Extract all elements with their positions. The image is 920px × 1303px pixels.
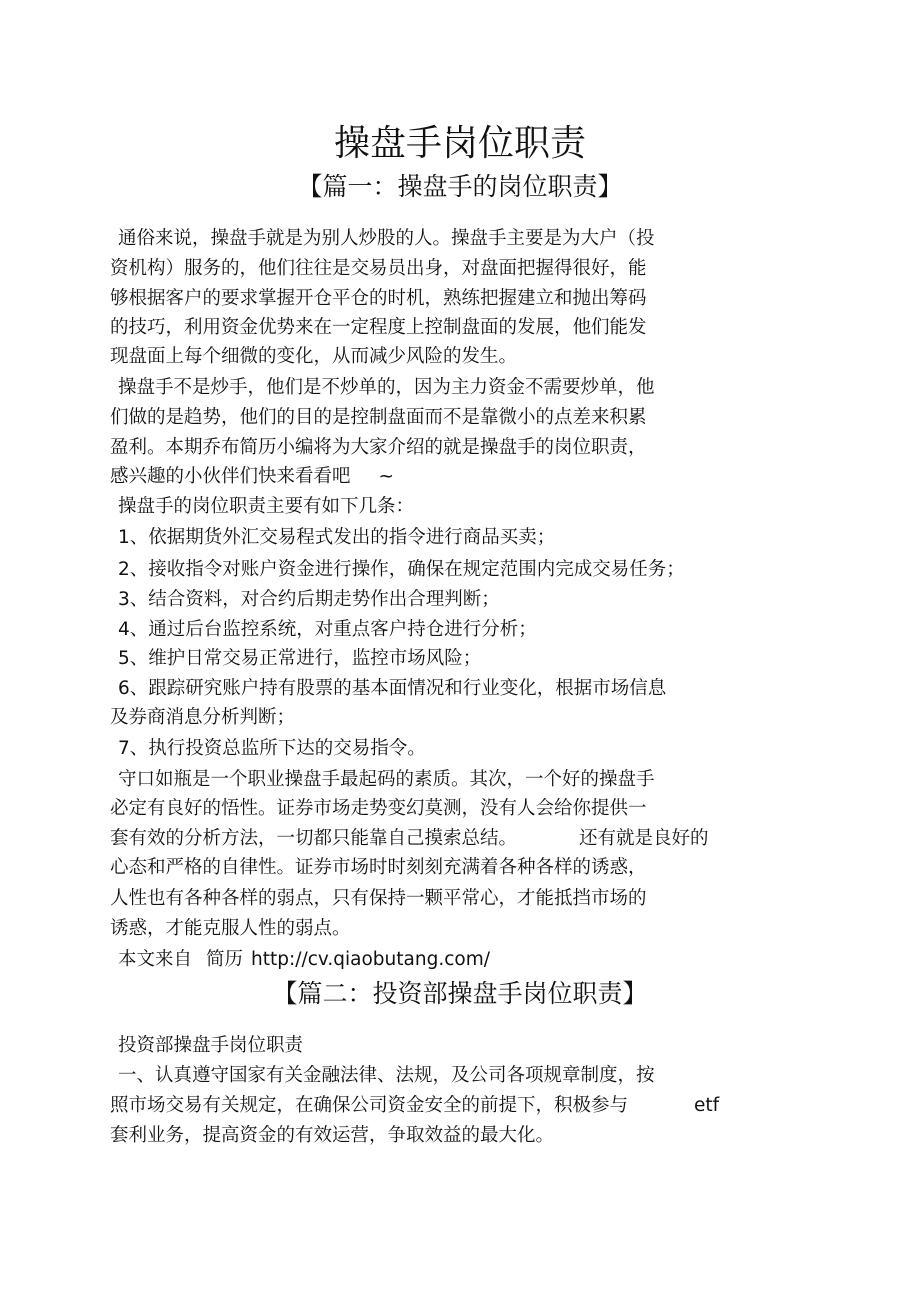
paragraph-line: 们做的是趋势，他们的目的是控制盘面而不是靠微小的点差来积累 bbox=[110, 407, 647, 428]
paragraph-line: 盈利。本期乔布简历小编将为大家介绍的就是操盘手的岗位职责， bbox=[110, 437, 647, 458]
section1-heading: 【篇一：操盘手的岗位职责】 bbox=[297, 172, 623, 201]
list-item: 1、依据期货外汇交易程式发出的指令进行商品买卖； bbox=[118, 527, 556, 548]
list-item: 5、维护日常交易正常进行，监控市场风险； bbox=[118, 648, 482, 669]
paragraph-line: 必定有良好的悟性。证券市场走势变幻莫测，没有人会给你提供一 bbox=[110, 798, 647, 819]
source-prefix: 本文来自 bbox=[118, 949, 193, 970]
tilde-mark: ~ bbox=[378, 466, 395, 487]
paragraph-line: 通俗来说，操盘手就是为别人炒股的人。操盘手主要是为大户（投 bbox=[118, 228, 655, 249]
paragraph-line: 够根据客户的要求掌握开仓平仓的时机，熟练把握建立和抛出筹码 bbox=[110, 288, 647, 309]
paragraph-line: 守口如瓶是一个职业操盘手最起码的素质。其次，一个好的操盘手 bbox=[118, 769, 655, 790]
paragraph-line: 一、认真遵守国家有关金融法律、法规，及公司各项规章制度，按 bbox=[118, 1065, 655, 1086]
paragraph-text: 感兴趣的小伙伴们快来看看吧 bbox=[110, 466, 351, 487]
list-item: 3、结合资料，对合约后期走势作出合理判断； bbox=[118, 589, 500, 610]
source-url-link[interactable]: http://cv.qiaobutang.com/ bbox=[251, 949, 490, 970]
list-intro: 操盘手的岗位职责主要有如下几条： bbox=[118, 496, 415, 517]
paragraph-text: 套有效的分析方法，一切都只能靠自己摸索总结。 bbox=[110, 828, 518, 849]
paragraph-line bbox=[110, 824, 709, 854]
paragraph-line: 操盘手不是炒手，他们是不炒单的，因为主力资金不需要炒单，他 bbox=[118, 377, 655, 398]
list-item: 4、通过后台监控系统，对重点客户持仓进行分析； bbox=[118, 619, 537, 640]
list-item: 2、接收指令对账户资金进行操作，确保在规定范围内完成交易任务； bbox=[118, 559, 685, 580]
section2-heading: 【篇二：投资部操盘手岗位职责】 bbox=[272, 979, 648, 1008]
source-label: 简历 bbox=[206, 949, 244, 970]
paragraph-line bbox=[110, 462, 394, 492]
paragraph-text: 照市场交易有关规定，在确保公司资金安全的前提下，积极参与 bbox=[110, 1095, 629, 1116]
list-item: 7、执行投资总监所下达的交易指令。 bbox=[118, 738, 426, 759]
page-title: 操盘手岗位职责 bbox=[333, 123, 586, 164]
list-item-continued: 及券商消息分析判断； bbox=[110, 707, 296, 728]
list-item: 6、跟踪研究账户持有股票的基本面情况和行业变化，根据市场信息 bbox=[118, 678, 667, 699]
paragraph-line bbox=[110, 1091, 719, 1121]
paragraph-line: 资机构）服务的，他们往往是交易员出身，对盘面把握得很好，能 bbox=[110, 258, 647, 279]
etf-term: etf bbox=[694, 1095, 720, 1116]
paragraph-line: 心态和严格的自律性。证券市场时时刻刻充满着各种各样的诱惑， bbox=[110, 857, 647, 878]
paragraph-line: 诱惑，才能克服人性的弱点。 bbox=[110, 918, 351, 939]
paragraph-text-continued: 还有就是良好的 bbox=[579, 828, 709, 849]
paragraph-line: 人性也有各种各样的弱点，只有保持一颗平常心，才能抵挡市场的 bbox=[110, 888, 647, 909]
source-line bbox=[118, 945, 490, 975]
paragraph-line: 现盘面上每个细微的变化，从而减少风险的发生。 bbox=[110, 346, 518, 367]
paragraph-line: 套利业务，提高资金的有效运营，争取效益的最大化。 bbox=[110, 1125, 555, 1146]
section2-subtitle: 投资部操盘手岗位职责 bbox=[118, 1035, 304, 1056]
paragraph-line: 的技巧，利用资金优势来在一定程度上控制盘面的发展，他们能发 bbox=[110, 317, 647, 338]
